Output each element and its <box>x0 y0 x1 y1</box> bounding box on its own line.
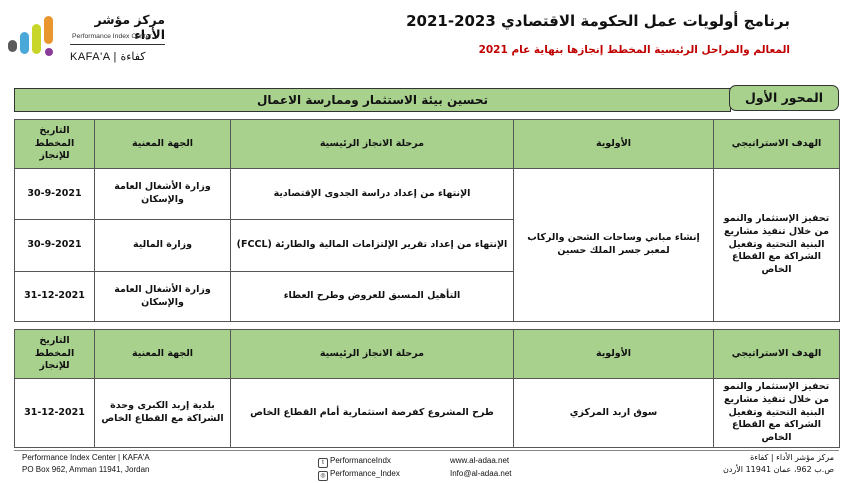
goal-cell: تحفيز الإستثمار والنمو من خلال تنفيذ مشاريع البنية التحتية وتفعيل الشراكة مع القطاع الخاص <box>714 169 840 322</box>
milestones-table-2 <box>14 329 840 448</box>
logo-bar-blue <box>20 32 29 54</box>
date-cell: 30-9-2021 <box>15 169 95 220</box>
entity-cell: بلدية إربد الكبرى وحدة الشراكة مع القطاع الخاص <box>95 379 231 448</box>
logo-divider <box>70 44 165 45</box>
footer-org-en: Performance Index Center | KAFA'A <box>22 453 150 462</box>
logo-graphic <box>6 14 66 64</box>
website-link[interactable]: www.al-adaa.net <box>450 456 510 465</box>
col-priority: الأولوية <box>514 120 714 169</box>
milestone-cell: التأهيل المسبق للعروض وطرح العطاء <box>231 272 514 322</box>
email-link[interactable]: Info@al-adaa.net <box>450 468 512 478</box>
table-row <box>15 379 840 448</box>
entity-cell: وزارة الأشغال العامة والإسكان <box>95 169 231 220</box>
logo-name-ar: مركز مؤشر الأداء <box>94 12 165 42</box>
logo-bar-orange <box>44 16 53 44</box>
date-cell: 30-9-2021 <box>15 220 95 272</box>
goal-cell: تحفيز الإستثمار والنمو من خلال تنفيذ مشاريع البنية التحتية وتفعيل الشراكة مع القطاع الخاص <box>714 379 840 448</box>
col-goal: الهدف الاستراتيجي <box>714 330 840 379</box>
social-handle-1[interactable]: PerformanceIndx <box>330 456 391 465</box>
table-header-row <box>15 330 840 379</box>
entity-cell: وزارة المالية <box>95 220 231 272</box>
col-entity: الجهة المعنية <box>95 120 231 169</box>
col-date: التاريخ المخطط للإنجاز <box>15 120 95 169</box>
social-handle-2[interactable]: Performance_Index <box>330 469 400 478</box>
footer-address-ar <box>723 452 834 475</box>
page-subtitle: المعالم والمراحل الرئيسية المخطط إنجازها بنهاية عام 2021 <box>478 44 790 56</box>
footer-divider <box>14 450 839 451</box>
entity-cell: وزارة الأشغال العامة والإسكان <box>95 272 231 322</box>
logo-dot-purple <box>45 48 53 56</box>
priority-cell: إنشاء مباني وساحات الشحن والركاب لمعبر جسر الملك حسين <box>514 169 714 322</box>
col-milestone: مرحلة الانجاز الرئيسية <box>231 120 514 169</box>
footer-pobox-ar: ص.ب 962، عمان 11941 الأردن <box>722 464 834 474</box>
col-entity: الجهة المعنية <box>95 330 231 379</box>
date-cell: 31-12-2021 <box>15 379 95 448</box>
instagram-icon: ◎ <box>318 471 328 481</box>
col-priority: الأولوية <box>514 330 714 379</box>
table-header-row <box>15 120 840 169</box>
footer-pobox-en: PO Box 962, Amman 11941, Jordan <box>22 464 150 474</box>
col-goal: الهدف الاستراتيجي <box>714 120 840 169</box>
footer-social <box>318 455 400 481</box>
footer-contact <box>450 455 512 481</box>
axis-bar <box>14 85 839 111</box>
logo-bar-gray <box>8 40 17 52</box>
page-title: برنامج أولويات عمل الحكومة الاقتصادي 2023-2021 <box>406 12 790 30</box>
milestones-table-1 <box>14 119 840 322</box>
date-cell: 31-12-2021 <box>15 272 95 322</box>
milestone-cell: الإنتهاء من إعداد دراسة الجدوى الإقتصادية <box>231 169 514 220</box>
footer-address-en <box>22 452 150 475</box>
axis-label: المحور الأول <box>729 85 839 111</box>
milestone-cell: الإنتهاء من إعداد تقرير الإلتزامات المالية والطارئة (FCCL) <box>231 220 514 272</box>
axis-title: تحسين بيئة الاستثمار وممارسة الاعمال <box>14 88 731 112</box>
logo-kafaa: KAFA'A | كفاءة <box>70 51 146 63</box>
twitter-icon: t <box>318 458 328 468</box>
footer-org-ar: مركز مؤشر الأداء | كفاءة <box>750 453 834 462</box>
logo-bar-green <box>32 24 41 54</box>
priority-cell: سوق اربد المركزي <box>514 379 714 448</box>
milestone-cell: طرح المشروع كفرصة استثمارية أمام القطاع الخاص <box>231 379 514 448</box>
logo-name-en: Performance Index Center <box>72 33 152 40</box>
col-milestone: مرحلة الانجاز الرئيسية <box>231 330 514 379</box>
col-date: التاريخ المخطط للإنجاز <box>15 330 95 379</box>
table-row <box>15 169 840 220</box>
